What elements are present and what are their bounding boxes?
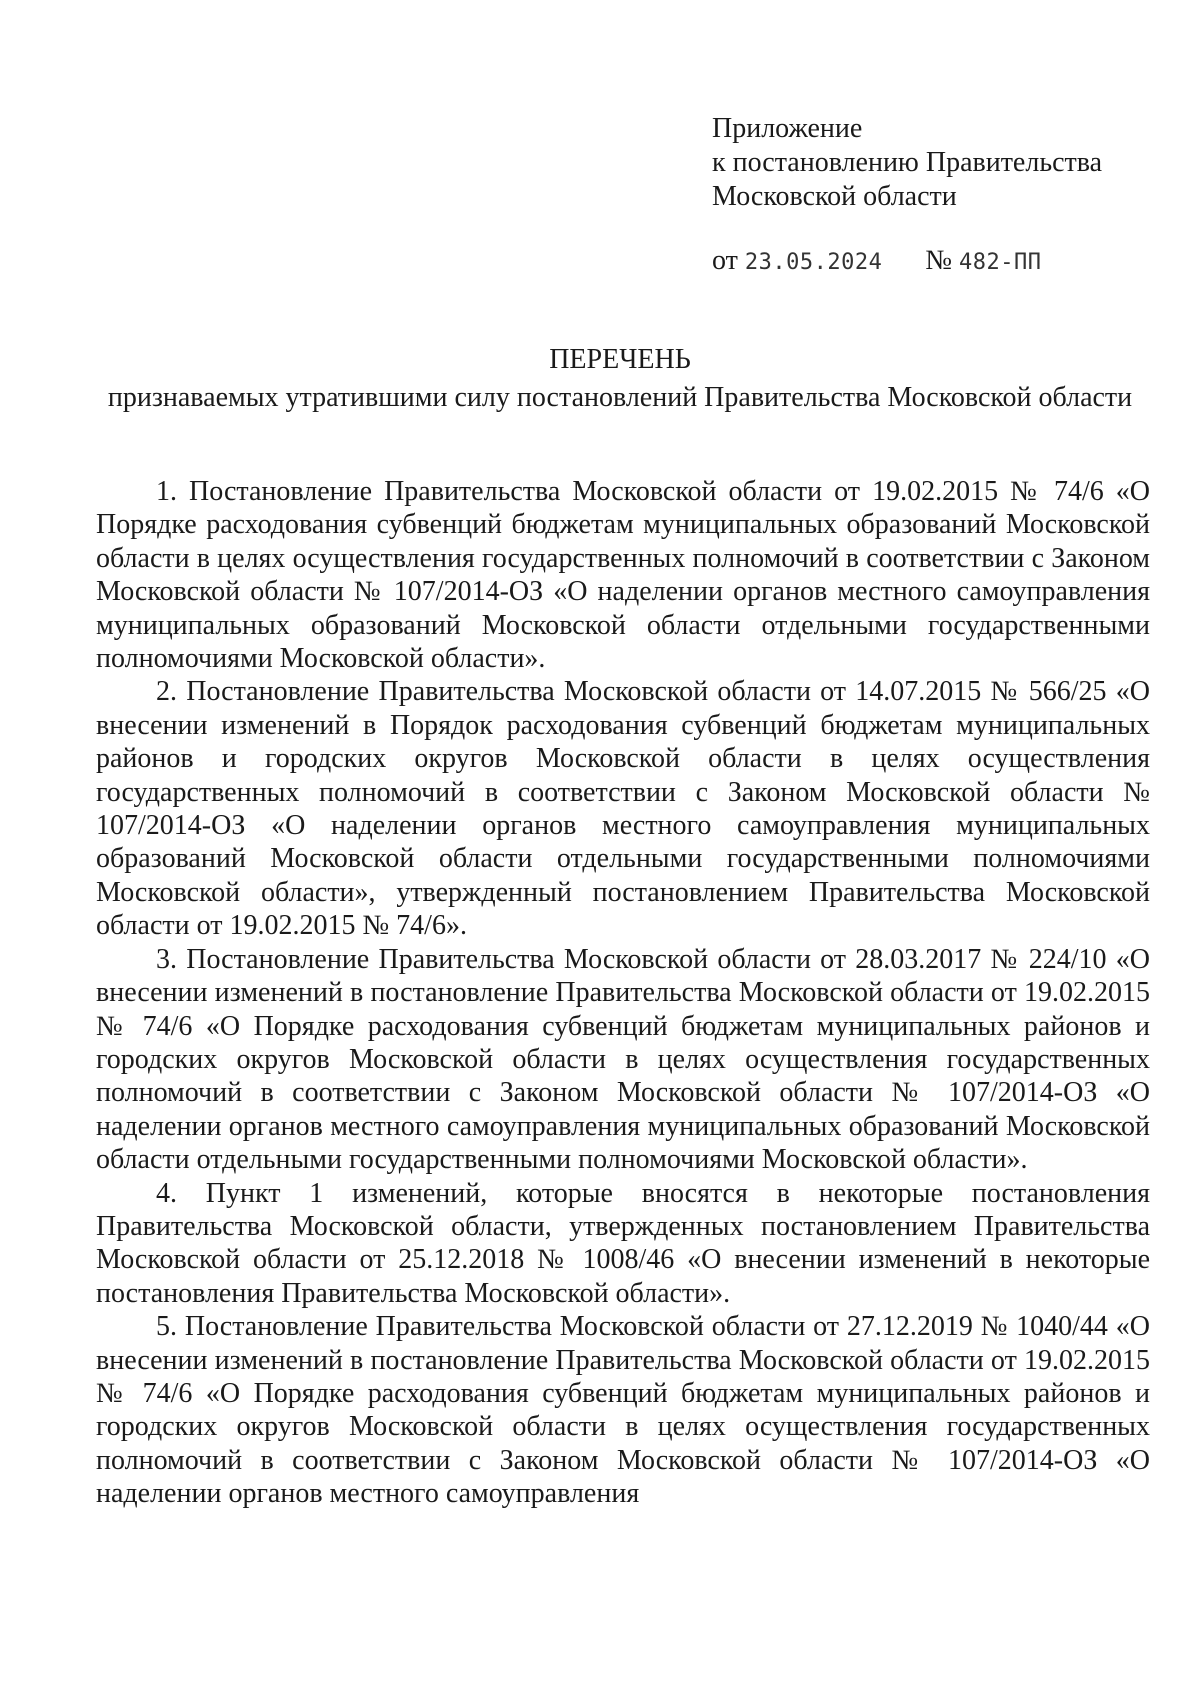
appendix-header (712, 112, 1132, 214)
registration-date: 23.05.2024 (744, 250, 883, 275)
list-item: 5. Постановление Правительства Московской области от 27.12.2019 № 1040/44 «О внесении изменений в постановление Правительства Московской области от 19.02.2015 № 74/6 «О Порядке расходования субвенций бюджетам муниципальных районов и городских округов Московской области в целях осуществления государственных полномочий в соответствии с Законом Московской области № 107/2014-ОЗ «О наделении органов местного самоуправления (96, 1311, 1150, 1510)
registration-number: 482-ПП (959, 250, 1042, 275)
list-item: 3. Постановление Правительства Московской области от 28.03.2017 № 224/10 «О внесении изменений в постановление Правительства Московской области от 19.02.2015 № 74/6 «О Порядке расходования субвенций бюджетам муниципальных районов и городских округов Московской области в целях осуществления государственных полномочий в соответствии с Законом Московской области № 107/2014-ОЗ «О наделении органов местного самоуправления муниципальных образований Московской области отдельными государственными полномочиями Московской области». (96, 943, 1150, 1176)
number-label: № (925, 245, 953, 276)
registration-line (712, 245, 1042, 277)
list-item: 4. Пункт 1 изменений, которые вносятся в некоторые постановления Правительства Московской области, утвержденных постановлением Правительства Московской области от 25.12.2018 № 1008/46 «О внесении изменений в некоторые постановления Правительства Московской области». (96, 1177, 1150, 1309)
appendix-line-2: к постановлению Правительства (712, 147, 1103, 178)
document-title (100, 343, 1140, 415)
title-subheading: признаваемых утратившими силу постановлений Правительства Московской области (107, 382, 1133, 413)
appendix-line-3: Московской области (712, 181, 957, 212)
date-prefix: от (712, 245, 738, 276)
list-item: 2. Постановление Правительства Московской области от 14.07.2015 № 566/25 «О внесении изменений в Порядок расходования субвенций бюджетам муниципальных районов и городских округов Московской области в целях осуществления государственных полномочий в соответствии с Законом Московской области № 107/2014-ОЗ «О наделении органов местного самоуправления муниципальных образований Московской области отдельными государственными полномочиями Московской области», утвержденный постановлением Правительства Московской области от 19.02.2015 № 74/6». (96, 676, 1150, 942)
document-body (96, 475, 1150, 1511)
appendix-line-1: Приложение (712, 113, 863, 144)
list-item: 1. Постановление Правительства Московской области от 19.02.2015 № 74/6 «О Порядке расходования субвенций бюджетам муниципальных образований Московской области в целях осуществления государственных полномочий в соответствии с Законом Московской области № 107/2014-ОЗ «О наделении органов местного самоуправления муниципальных образований Московской области отдельными государственными полномочиями Московской области». (96, 476, 1150, 675)
title-heading: ПЕРЕЧЕНЬ (549, 344, 691, 375)
